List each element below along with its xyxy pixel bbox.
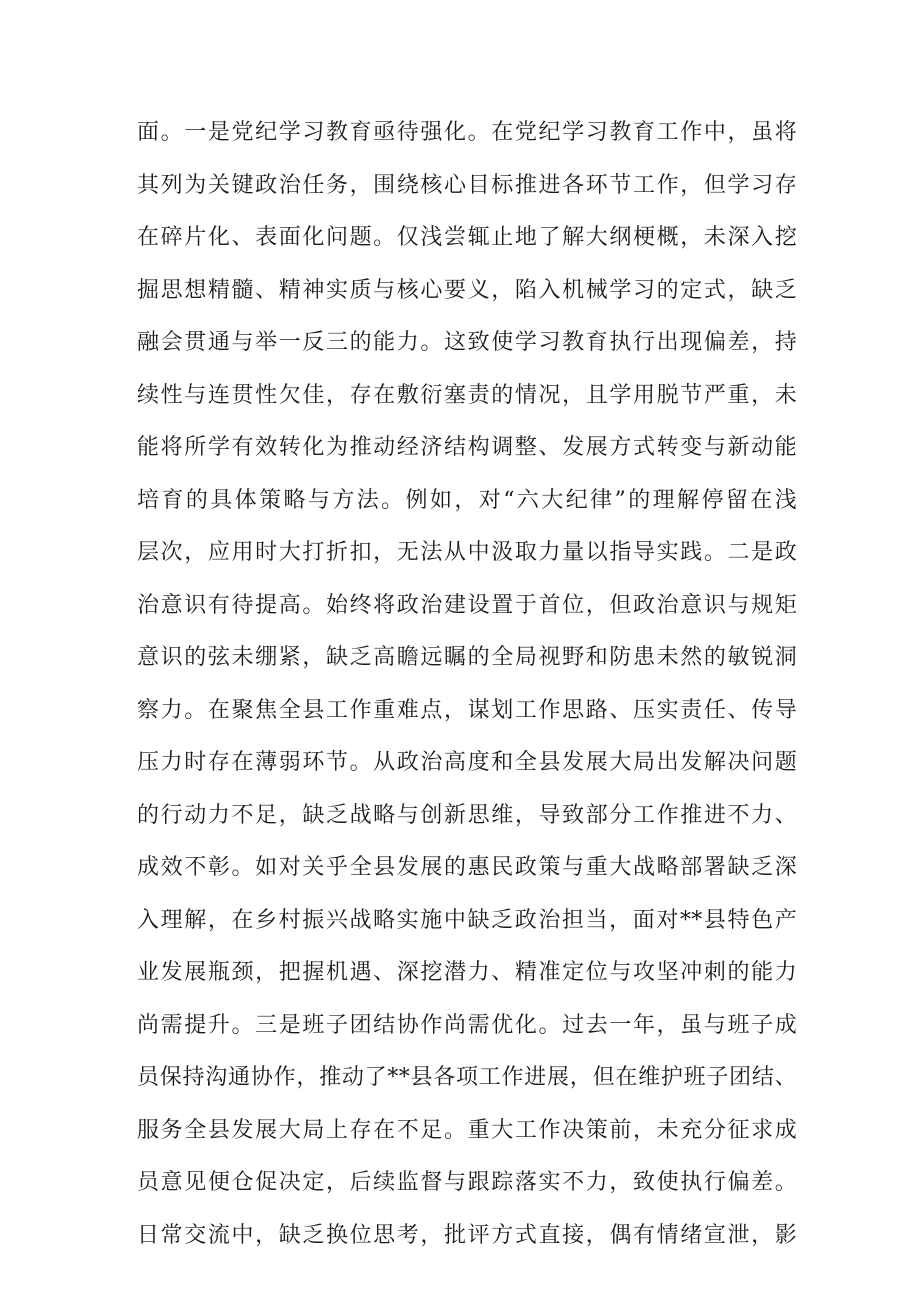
text-line: 成效不彰。如对关乎全县发展的惠民政策与重大战略部署缺乏深 bbox=[137, 855, 797, 880]
text-line: 层次，应用时大打折扣，无法从中汲取力量以指导实践。二是政 bbox=[137, 540, 797, 565]
text-line: 在碎片化、表面化问题。仅浅尝辄止地了解大纲梗概，未深入挖 bbox=[137, 225, 797, 250]
body-paragraph bbox=[137, 107, 797, 1262]
text-line: 掘思想精髓、精神实质与核心要义，陷入机械学习的定式，缺乏 bbox=[137, 277, 797, 303]
text-line: 服务全县发展大局上存在不足。重大工作决策前，未充分征求成 bbox=[137, 1117, 797, 1143]
text-line: 日常交流中，缺乏换位思考，批评方式直接，偶有情绪宣泄，影 bbox=[137, 1222, 797, 1248]
text-line: 能将所学有效转化为推动经济结构调整、发展方式转变与新动能 bbox=[137, 435, 797, 460]
text-line: 续性与连贯性欠佳，存在敷衍塞责的情况，且学用脱节严重，未 bbox=[137, 382, 797, 408]
text-line: 治意识有待提高。始终将政治建设置于首位，但政治意识与规矩 bbox=[137, 592, 797, 618]
text-line: 员保持沟通协作，推动了**县各项工作进展，但在维护班子团结、 bbox=[137, 1065, 797, 1090]
text-line: 融会贯通与举一反三的能力。这致使学习教育执行出现偏差，持 bbox=[137, 330, 797, 355]
text-line: 尚需提升。三是班子团结协作尚需优化。过去一年，虽与班子成 bbox=[137, 1012, 797, 1038]
text-line: 压力时存在薄弱环节。从政治高度和全县发展大局出发解决问题 bbox=[137, 750, 797, 775]
text-line: 员意见便仓促决定，后续监督与跟踪落实不力，致使执行偏差。 bbox=[137, 1170, 797, 1195]
text-line: 的行动力不足，缺乏战略与创新思维，导致部分工作推进不力、 bbox=[137, 802, 797, 828]
text-line: 入理解，在乡村振兴战略实施中缺乏政治担当，面对**县特色产 bbox=[137, 907, 797, 933]
text-line: 面。一是党纪学习教育亟待强化。在党纪学习教育工作中，虽将 bbox=[137, 120, 797, 145]
text-line: 察力。在聚焦全县工作重难点，谋划工作思路、压实责任、传导 bbox=[137, 697, 797, 723]
text-line: 意识的弦未绷紧，缺乏高瞻远瞩的全局视野和防患未然的敏锐洞 bbox=[137, 645, 797, 670]
text-line: 业发展瓶颈，把握机遇、深挖潜力、精准定位与攻坚冲刺的能力 bbox=[137, 960, 797, 985]
text-line: 其列为关键政治任务，围绕核心目标推进各环节工作，但学习存 bbox=[137, 172, 797, 198]
text-line: 培育的具体策略与方法。例如，对“六大纪律”的理解停留在浅 bbox=[137, 487, 797, 513]
